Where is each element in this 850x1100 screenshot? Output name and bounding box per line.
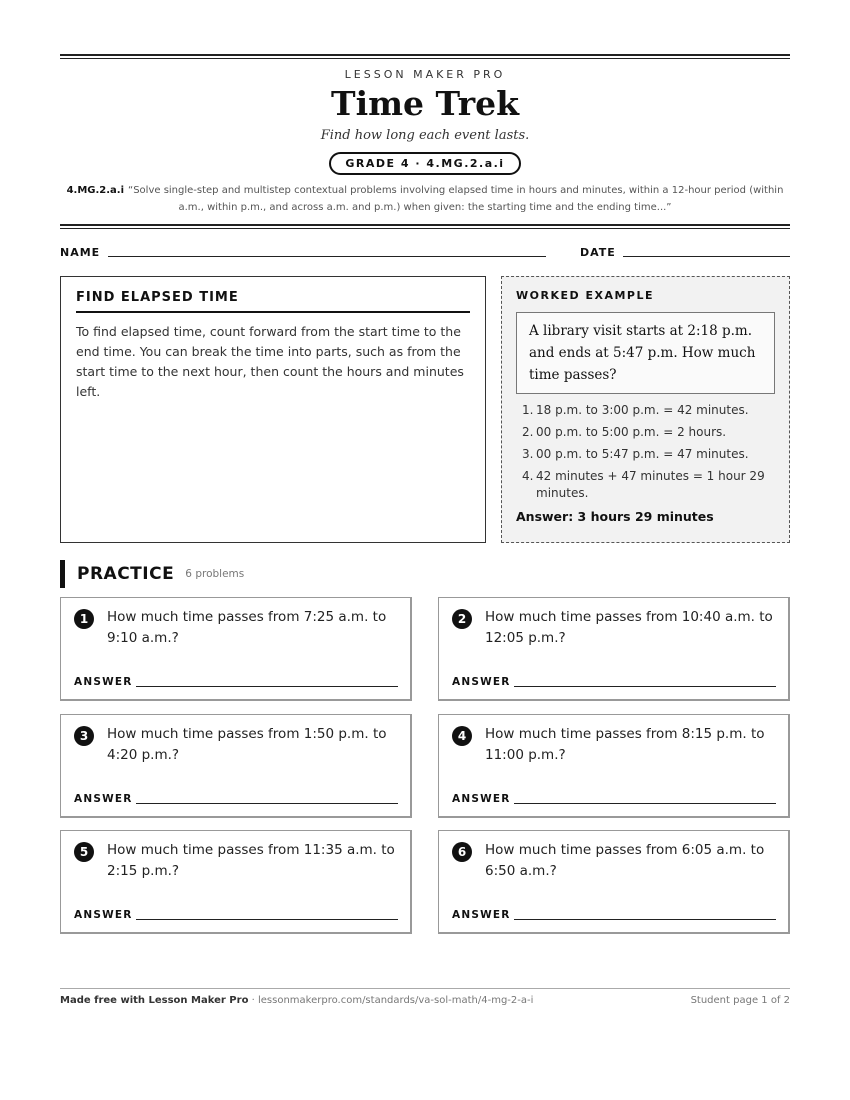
problem-question: How much time passes from 11:35 a.m. to 2:15 p.m.? — [107, 842, 395, 879]
top-double-rule — [60, 54, 790, 59]
practice-title: PRACTICE — [77, 564, 175, 584]
problem-question: How much time passes from 10:40 a.m. to 12:05 p.m.? — [485, 609, 773, 646]
practice-problem-4 — [438, 714, 790, 818]
date-field[interactable] — [623, 256, 790, 257]
footer-page-number: Student page 1 of 2 — [690, 995, 790, 1006]
info-box-title: FIND ELAPSED TIME — [76, 290, 470, 313]
answer-field[interactable] — [136, 803, 398, 804]
problem-question: How much time passes from 6:05 a.m. to 6:50 a.m.? — [485, 842, 765, 879]
worksheet-page — [60, 0, 790, 1100]
worked-example-answer: Answer: 3 hours 29 minutes — [516, 509, 714, 524]
name-field[interactable] — [108, 256, 546, 257]
practice-problem-2 — [438, 597, 790, 701]
practice-count: 6 problems — [185, 568, 245, 580]
answer-label: ANSWER — [452, 793, 511, 805]
worked-example-steps — [516, 402, 775, 502]
answer-label: ANSWER — [74, 793, 133, 805]
footer-url[interactable]: · lessonmakerpro.com/standards/va-sol-math/4-mg-2-a-i — [248, 995, 534, 1006]
grade-badge: GRADE 4 · 4.MG.2.a.i — [329, 152, 520, 175]
practice-problem-1 — [60, 597, 412, 701]
answer-label: ANSWER — [452, 909, 511, 921]
footer-made-with: Made free with Lesson Maker Pro — [60, 995, 249, 1006]
worked-example-box — [501, 276, 790, 543]
answer-field[interactable] — [514, 686, 776, 687]
problem-question: How much time passes from 1:50 p.m. to 4:20 p.m.? — [107, 726, 387, 763]
problem-number: 2 — [452, 609, 472, 629]
header-bottom-rule — [60, 224, 790, 229]
problem-number: 6 — [452, 842, 472, 862]
standard-text: “Solve single-step and multistep contextual problems involving elapsed time in hours and minutes, within a 12-hour period (within a.m., within p.m., and across a.m. and p.m.) when given: the starting time and the ending time...” — [128, 185, 784, 213]
footer-rule — [60, 988, 790, 989]
answer-field[interactable] — [514, 919, 776, 920]
problem-question: How much time passes from 8:15 p.m. to 11:00 p.m.? — [485, 726, 765, 763]
brand-name: LESSON MAKER PRO — [344, 68, 506, 81]
standard-code: 4.MG.2.a.i — [66, 185, 125, 196]
worked-example-title: WORKED EXAMPLE — [516, 289, 654, 302]
example-step: 4. 42 minutes + 47 minutes = 1 hour 29 minutes. — [522, 469, 765, 500]
answer-field[interactable] — [136, 919, 398, 920]
example-step: 3. 00 p.m. to 5:47 p.m. = 47 minutes. — [522, 447, 749, 461]
practice-problem-3 — [60, 714, 412, 818]
name-date-row — [60, 244, 790, 260]
elapsed-time-info-box — [60, 276, 486, 543]
name-label: NAME — [60, 246, 101, 259]
info-box-body: To find elapsed time, count forward from the start time to the end time. You can break the time into parts, such as from the start time to the next hour, then count the hours and minutes left. — [76, 324, 464, 399]
answer-field[interactable] — [136, 686, 398, 687]
footer — [60, 995, 790, 1006]
problem-number: 3 — [74, 726, 94, 746]
answer-field[interactable] — [514, 803, 776, 804]
example-step: 1. 18 p.m. to 3:00 p.m. = 42 minutes. — [522, 403, 749, 417]
standard-description — [60, 182, 790, 216]
problem-number: 1 — [74, 609, 94, 629]
problem-question: How much time passes from 7:25 a.m. to 9:10 a.m.? — [107, 609, 387, 646]
date-label: DATE — [580, 246, 616, 259]
practice-problem-6 — [438, 830, 790, 934]
practice-heading — [60, 560, 244, 588]
example-step: 2. 00 p.m. to 5:00 p.m. = 2 hours. — [522, 425, 727, 439]
problem-number: 4 — [452, 726, 472, 746]
answer-label: ANSWER — [74, 909, 133, 921]
worked-example-question: A library visit starts at 2:18 p.m. and ends at 5:47 p.m. How much time passes? — [516, 312, 775, 394]
worksheet-title: Time Trek — [331, 84, 519, 123]
practice-problem-5 — [60, 830, 412, 934]
answer-label: ANSWER — [74, 676, 133, 688]
problem-number: 5 — [74, 842, 94, 862]
worksheet-subtitle: Find how long each event lasts. — [320, 128, 530, 143]
answer-label: ANSWER — [452, 676, 511, 688]
